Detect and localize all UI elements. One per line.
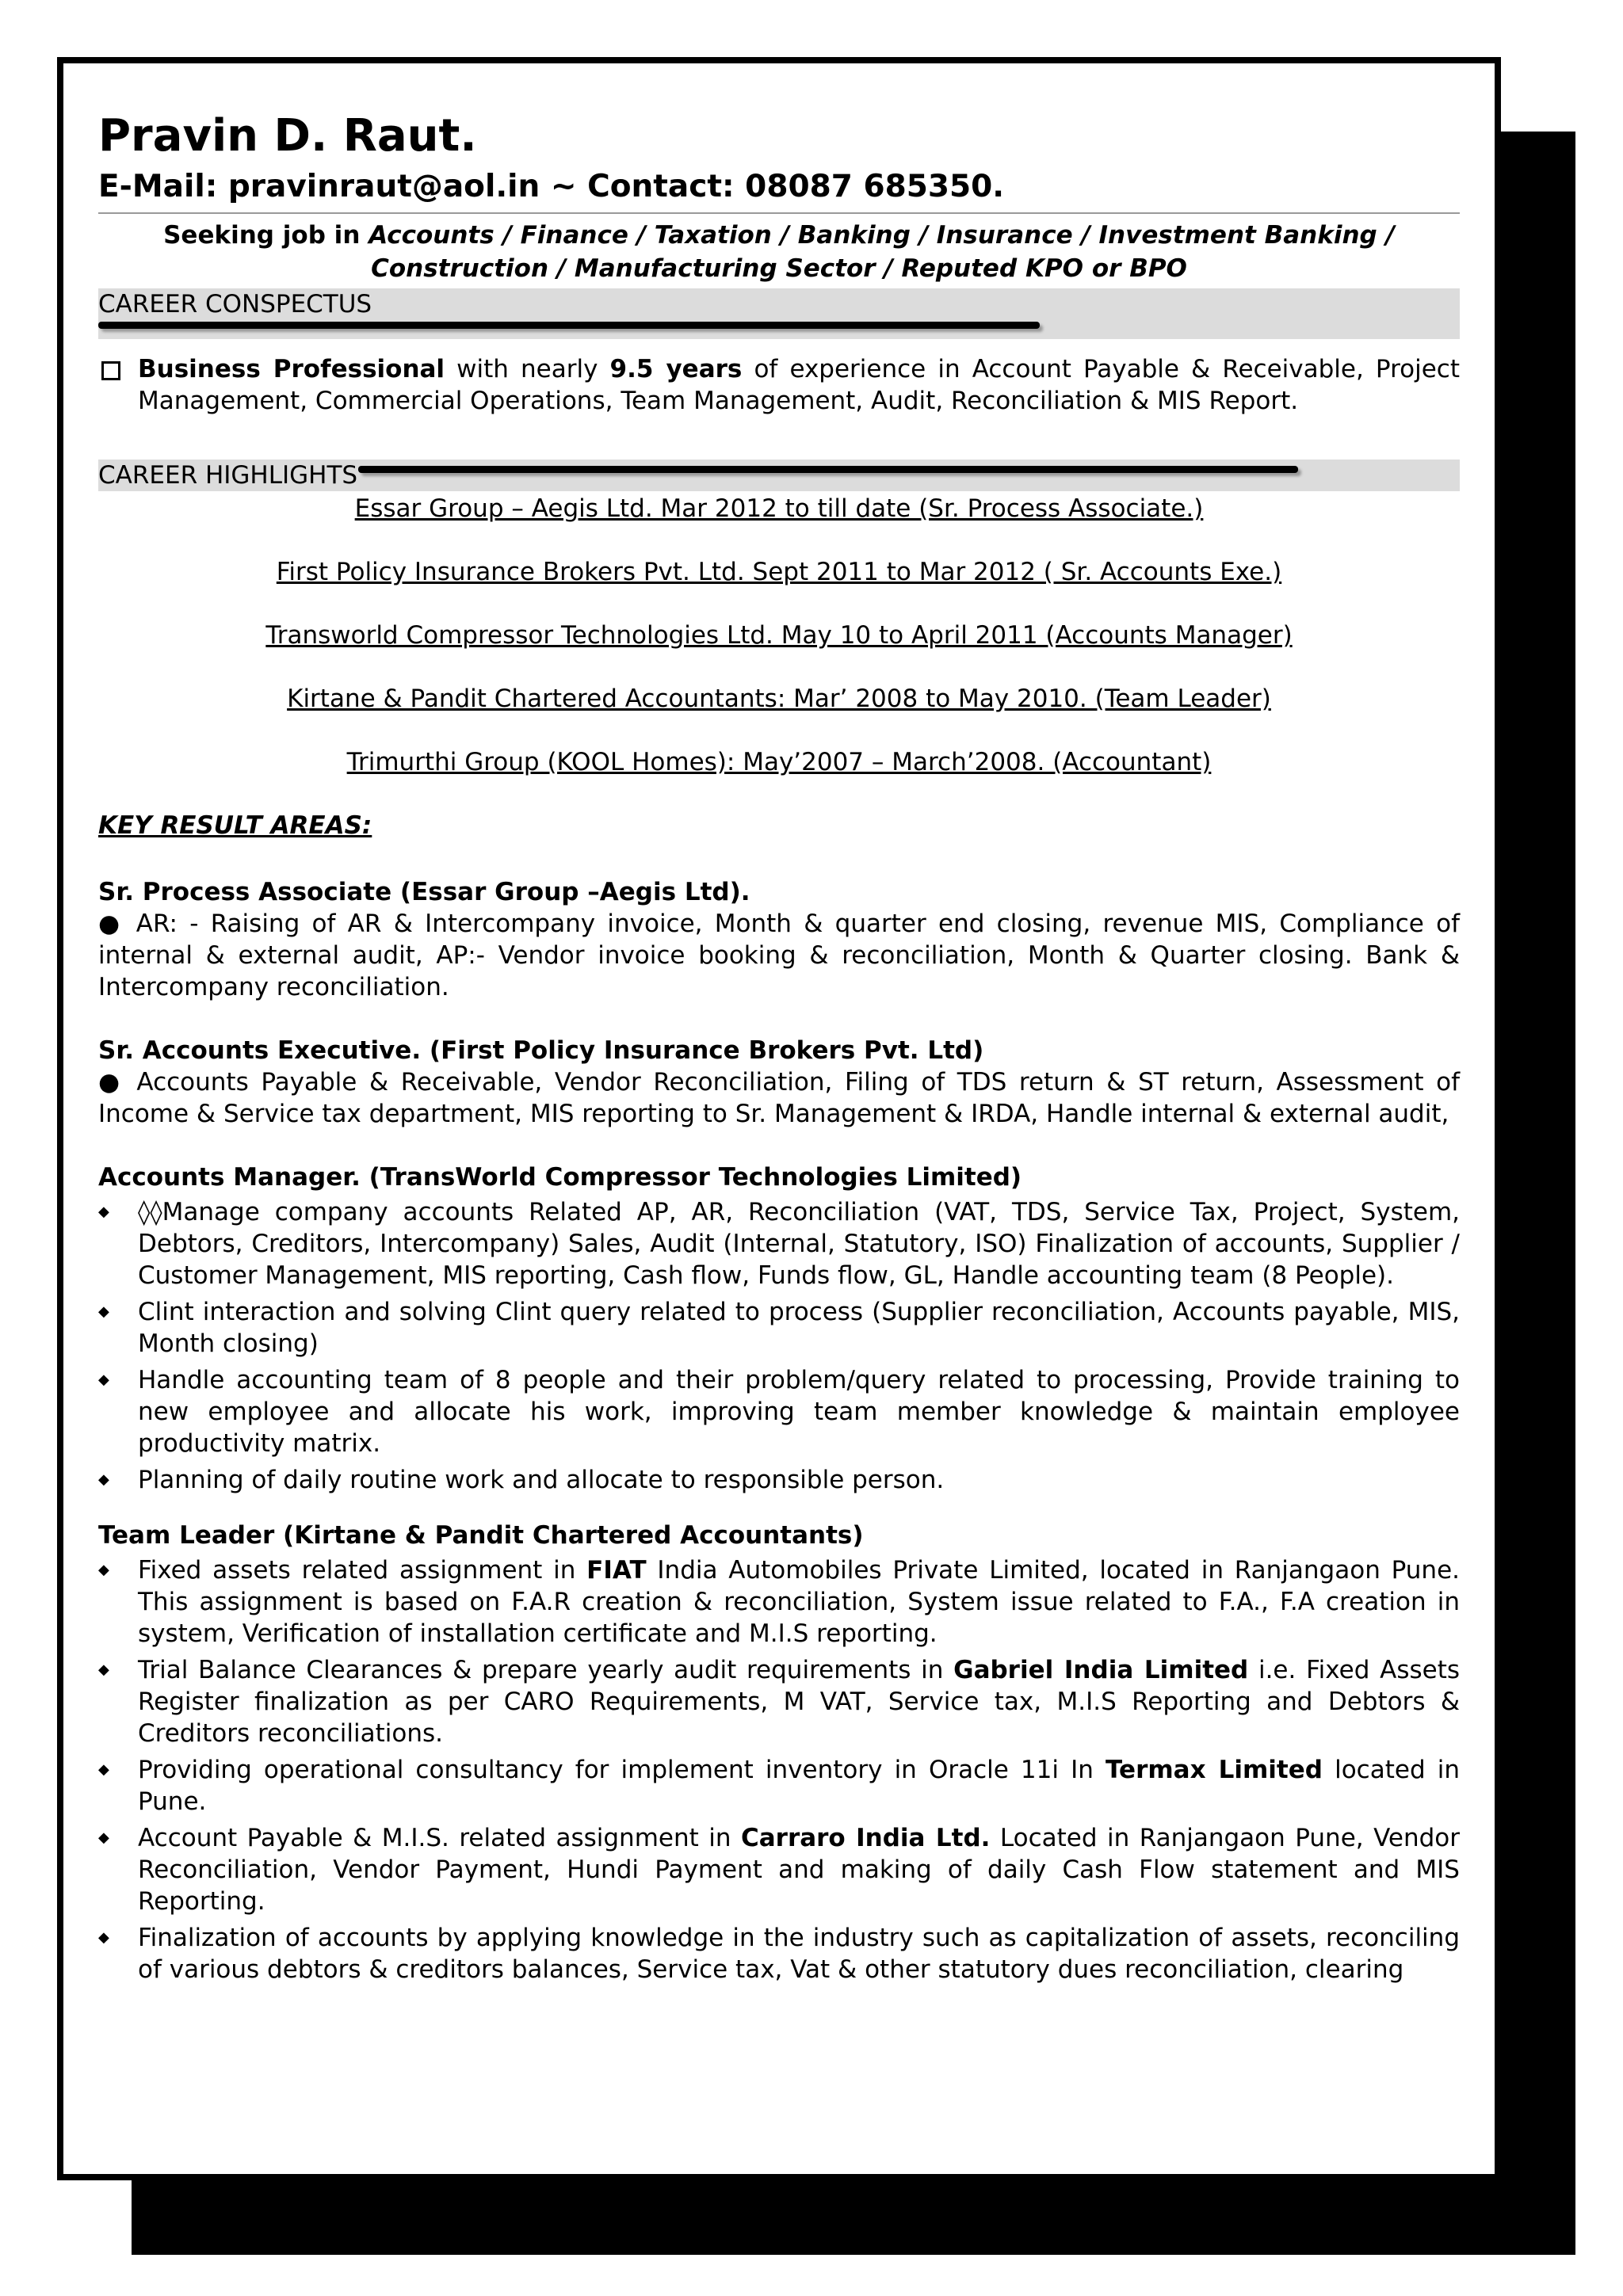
heading-rule: [358, 466, 1298, 473]
list-item: [98, 1296, 1460, 1360]
bullet-text: i.e. Fixed Assets Register finalization as per CARO Requirements, M VAT, Service tax, M.I.S Reporting and Debtors & Creditors reconciliations.: [138, 1656, 1461, 1748]
summary-text: with nearly: [445, 355, 610, 383]
list-item: [98, 1922, 1460, 1985]
company-name: Carraro India Ltd.: [740, 1824, 991, 1852]
list-item: [98, 1754, 1460, 1817]
role-title: Accounts Manager. (TransWorld Compressor Technologies Limited): [98, 1163, 1022, 1192]
section-title: CAREER CONSPECTUS: [98, 290, 372, 318]
bullet-text: Finalization of accounts by applying knowledge in the industry such as capitalization of assets, reconciling of various debtors & creditors balances, Service tax, Vat & other statutory dues reconciliation, clearing: [138, 1924, 1460, 1984]
diamond-bullet-icon: ◆: [98, 1562, 109, 1578]
role-title: Team Leader (Kirtane & Pandit Chartered Accountants): [98, 1521, 864, 1550]
role-bullets: [98, 1554, 1460, 1985]
bullet-text: India Automobiles Private Limited, located in Ranjangaon Pune. This assignment is based on F.A.R creation & reconciliation, System issue related to F.A., F.A creation in system, Verification of installation certificate and M.I.S reporting.: [138, 1556, 1461, 1648]
heading-rule: [98, 322, 1040, 329]
role-title: Sr. Process Associate (Essar Group –Aegis Ltd).: [98, 878, 750, 906]
list-item: [98, 1554, 1460, 1650]
resume-content: [98, 98, 1460, 1990]
list-item: [98, 1654, 1460, 1749]
section-title: CAREER HIGHLIGHTS: [98, 461, 358, 490]
highlight-job: Transworld Compressor Technologies Ltd. May 10 to April 2011 (Accounts Manager): [265, 621, 1293, 650]
diamond-bullet-icon: ◆: [98, 1829, 109, 1846]
conspectus-summary: [98, 353, 1460, 417]
bullet-text: Planning of daily routine work and allocate to responsible person.: [138, 1466, 945, 1494]
highlights-list: [98, 493, 1460, 778]
bullet-text: ◊◊Manage company accounts Related AP, AR, Reconciliation (VAT, TDS, Service Tax, Project, System, Debtors, Creditors, Intercompany) Sales, Audit (Internal, Statutory, ISO) Finalization of accounts, Supplier / Customer Management, MIS reporting, Cash flow, Funds flow, GL, Handle accounting team (8 People).: [138, 1198, 1460, 1290]
contact-line: E-Mail: pravinraut@aol.in ~ Contact: 08087 685350.: [98, 165, 1460, 214]
company-name: Termax Limited: [1106, 1756, 1323, 1784]
bullet-text: Located in Ranjangaon Pune, Vendor Reconciliation, Vendor Payment, Hundi Payment and making of daily Cash Flow statement and MIS Reporting.: [138, 1824, 1461, 1916]
bullet-text: Fixed assets related assignment in: [138, 1556, 587, 1585]
role-bullets: [98, 1196, 1460, 1496]
bullet-text: Trial Balance Clearances & prepare yearly audit requirements in: [138, 1656, 954, 1684]
objective-sectors: Accounts / Finance / Taxation / Banking / Insurance / Investment Banking / Construction / Manufacturing Sector / Reputed KPO or BPO: [369, 221, 1395, 283]
objective-prefix: Seeking job in: [163, 221, 369, 250]
list-item: [98, 1822, 1460, 1917]
bullet-text: located in Pune.: [138, 1756, 1461, 1816]
summary-text: of experience in Account Payable & Receivable, Project Management, Commercial Operations, Team Management, Audit, Reconciliation & MIS Report.: [138, 355, 1460, 415]
highlight-job: Kirtane & Pandit Chartered Accountants: Mar’ 2008 to May 2010. (Team Leader): [287, 685, 1271, 713]
checkbox-bullet-icon: [101, 361, 120, 380]
list-item: [98, 1196, 1460, 1291]
role-description: ● AR: - Raising of AR & Intercompany invoice, Month & quarter end closing, revenue MIS, Compliance of internal & external audit, AP:- Vendor invoice booking & reconciliation, Month & Quarter closing. Bank & Intercompany reconciliation.: [98, 910, 1460, 1001]
career-conspectus-heading: [98, 288, 1460, 339]
bullet-text: Clint interaction and solving Clint query related to process (Supplier reconciliation, Accounts payable, MIS, Month closing): [138, 1298, 1460, 1358]
role-description: ● Accounts Payable & Receivable, Vendor Reconciliation, Filing of TDS return & ST return, Assessment of Income & Service tax department, MIS reporting to Sr. Management & IRDA, Handle internal & external audit,: [98, 1068, 1460, 1128]
highlight-job: Essar Group – Aegis Ltd. Mar 2012 to till date (Sr. Process Associate.): [354, 494, 1204, 523]
highlight-job: First Policy Insurance Brokers Pvt. Ltd. Sept 2011 to Mar 2012 ( Sr. Accounts Exe.): [276, 558, 1282, 586]
highlight-job: Trimurthi Group (KOOL Homes): May’2007 – March’2008. (Accountant): [346, 748, 1212, 776]
diamond-bullet-icon: ◆: [98, 1303, 109, 1320]
job-objective: [98, 219, 1460, 285]
company-name: FIAT: [586, 1556, 647, 1585]
bullet-text: Account Payable & M.I.S. related assignment in: [138, 1824, 741, 1852]
diamond-bullet-icon: ◆: [98, 1203, 109, 1220]
summary-lead: Business Professional: [138, 355, 445, 383]
bullet-text: Providing operational consultancy for implement inventory in Oracle 11i In: [138, 1756, 1106, 1784]
diamond-bullet-icon: ◆: [98, 1929, 109, 1946]
diamond-bullet-icon: ◆: [98, 1471, 109, 1488]
diamond-bullet-icon: ◆: [98, 1761, 109, 1778]
role-title: Sr. Accounts Executive. (First Policy Insurance Brokers Pvt. Ltd): [98, 1036, 984, 1065]
diamond-bullet-icon: ◆: [98, 1371, 109, 1388]
diamond-bullet-icon: ◆: [98, 1661, 109, 1678]
list-item: [98, 1364, 1460, 1459]
list-item: [98, 1464, 1460, 1496]
company-name: Gabriel India Limited: [953, 1656, 1249, 1684]
bullet-text: Handle accounting team of 8 people and their problem/query related to processing, Provide training to new employee and allocate his work, improving team member knowledge & maintain employee productivity matrix.: [138, 1366, 1460, 1458]
summary-years: 9.5 years: [609, 355, 743, 383]
key-result-areas-heading: KEY RESULT AREAS:: [98, 811, 372, 840]
career-highlights-heading: [98, 460, 1460, 491]
candidate-name: Pravin D. Raut.: [98, 110, 477, 162]
